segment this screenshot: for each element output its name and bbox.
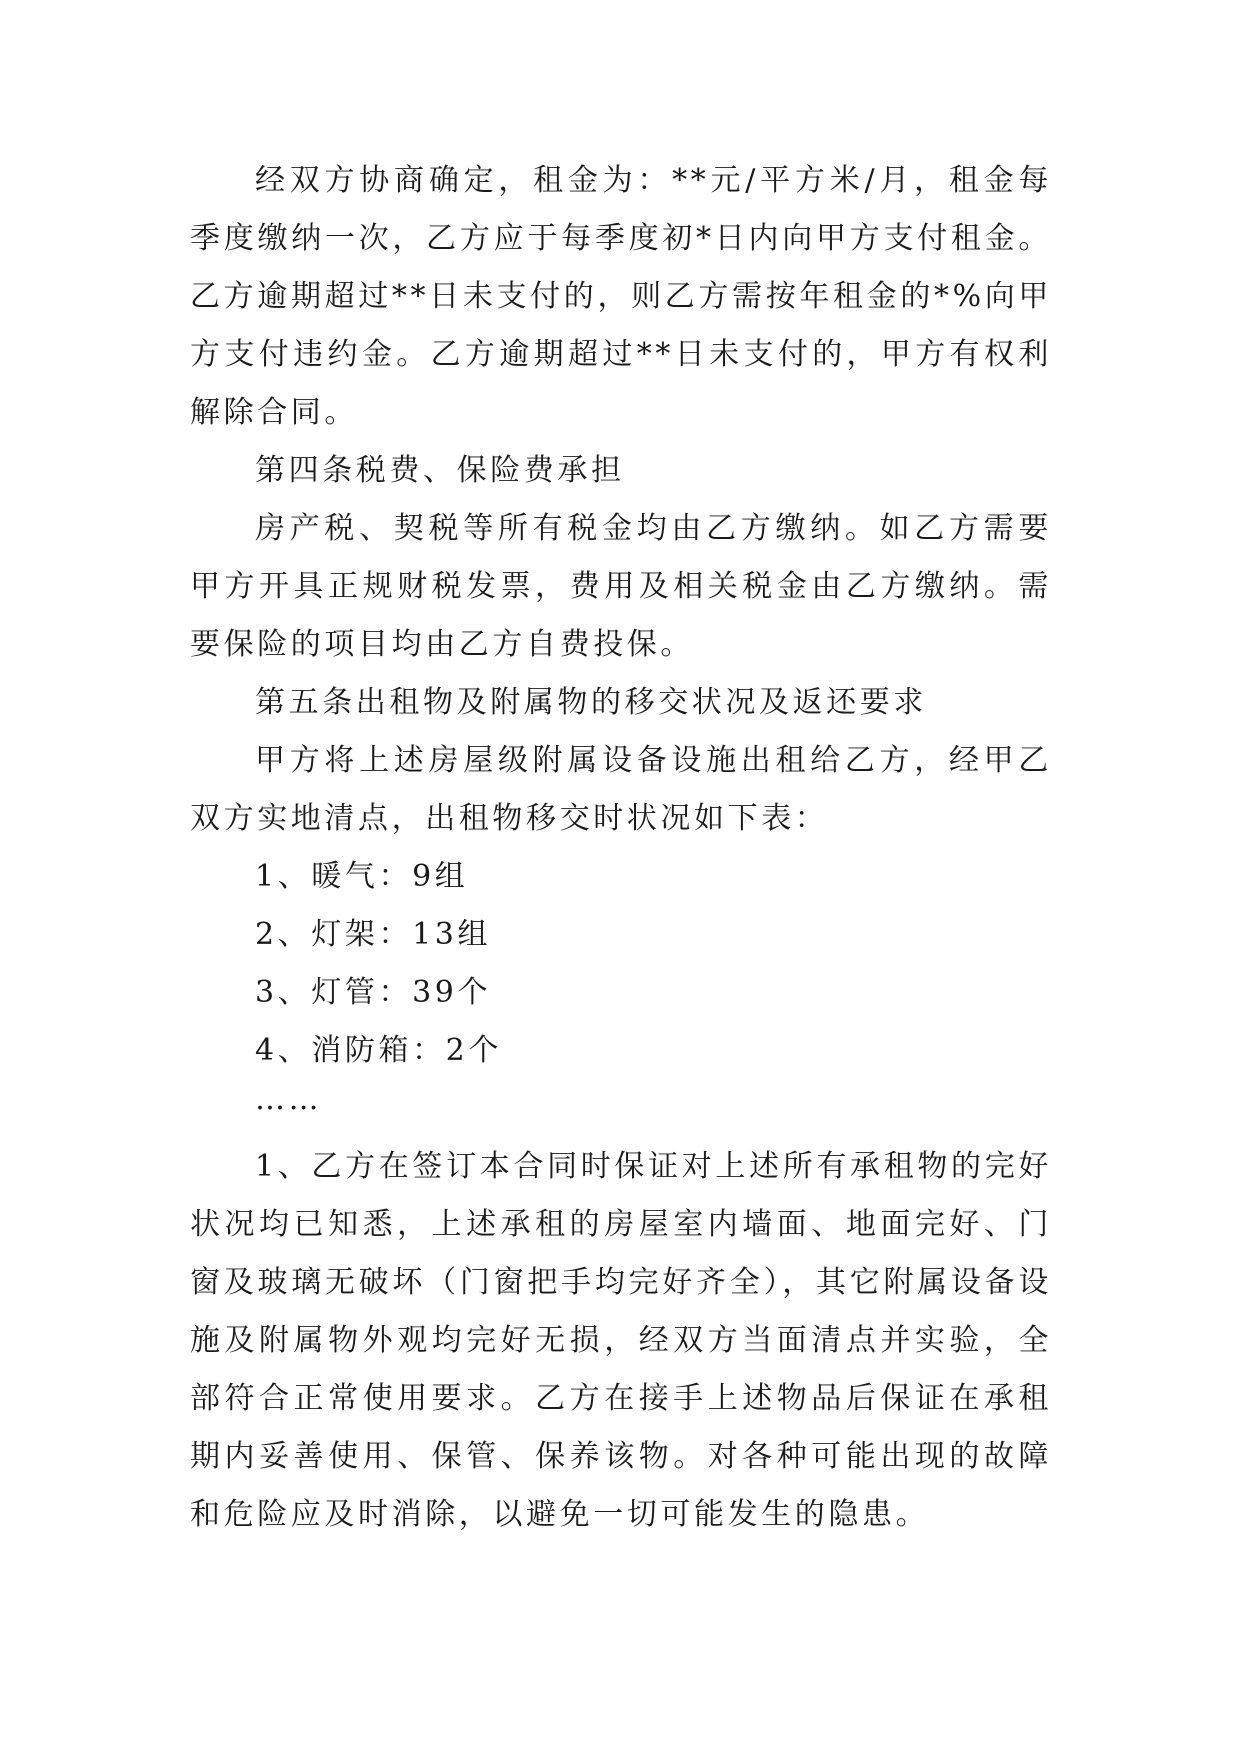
article-4-body: 房产税、契税等所有税金均由乙方缴纳。如乙方需要甲方开具正规财税发票，费用及相关税金由乙方缴纳。需要保险的项目均由乙方自费投保。 — [190, 511, 1052, 662]
list-item-fire-box: 4、消防箱：2个 — [255, 1033, 502, 1068]
article-5-heading: 第五条出租物及附属物的移交状况及返还要求 — [255, 685, 927, 720]
article-5-intro: 甲方将上述房屋级附属设备设施出租给乙方，经甲乙双方实地清点，出租物移交时状况如下表： — [190, 743, 1052, 836]
document-body — [190, 152, 1052, 1544]
list-ellipsis: …… — [255, 1082, 323, 1117]
list-item-light-tube: 3、灯管：39个 — [255, 975, 492, 1010]
list-item-radiator: 1、暖气：9组 — [255, 859, 469, 894]
rent-terms-paragraph: 经双方协商确定，租金为：**元/平方米/月，租金每季度缴纳一次，乙方应于每季度初*日内向甲方支付租金。乙方逾期超过**日未支付的，则乙方需按年租金的*%向甲方支付违约金。乙方逾期超过**日未支付的，甲方有权利解除合同。 — [190, 163, 1052, 430]
article-4-heading: 第四条税费、保险费承担 — [255, 453, 625, 488]
clause-1-paragraph: 1、乙方在签订本合同时保证对上述所有承租物的完好状况均已知悉，上述承租的房屋室内墙面、地面完好、门窗及玻璃无破坏（门窗把手均完好齐全），其它附属设备设施及附属物外观均完好无损，经双方当面清点并实验，全部符合正常使用要求。乙方在接手上述物品后保证在承租期内妥善使用、保管、保养该物。对各种可能出现的故障和危险应及时消除，以避免一切可能发生的隐患。 — [190, 1149, 1052, 1532]
list-item-light-fixture: 2、灯架：13组 — [255, 917, 492, 952]
